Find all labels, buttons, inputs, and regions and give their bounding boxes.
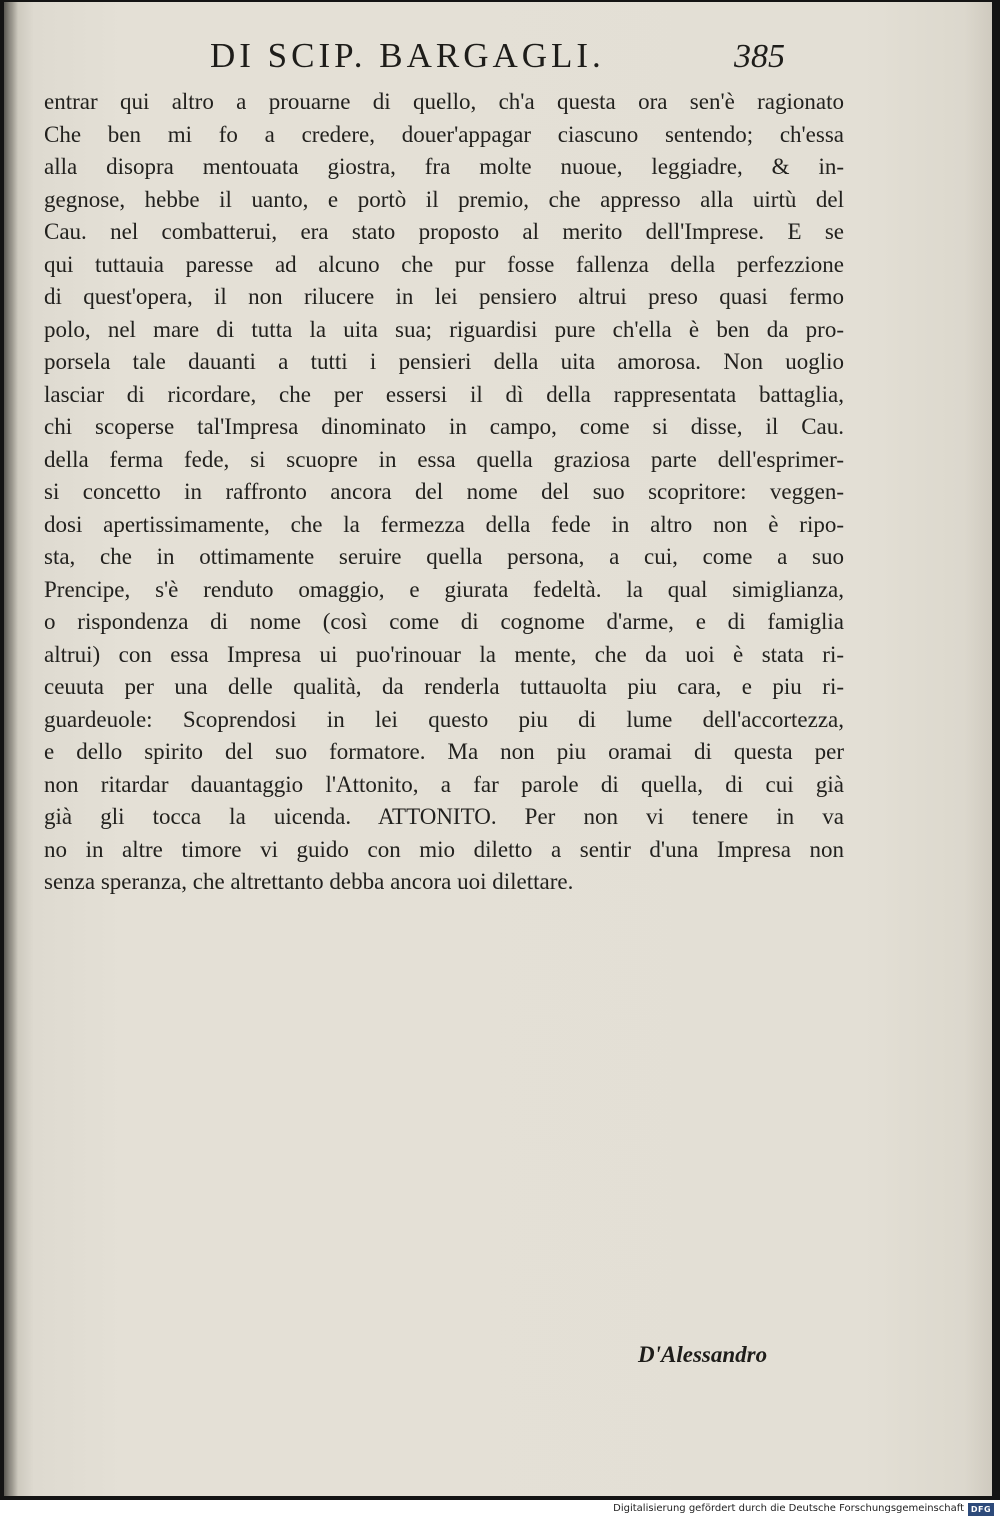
text-line: entrar qui altro a prouarne di quello, ch'a questa ora sen'è ragionato bbox=[44, 89, 844, 114]
running-head: DI SCIP. BARGAGLI. bbox=[210, 36, 605, 75]
dfg-logo-icon: DFG bbox=[968, 1503, 994, 1516]
text-line: alla disopra mentouata giostra, fra molte nuoue, leggiadre, & in- bbox=[44, 154, 844, 179]
text-line: gegnose, hebbe il uanto, e portò il premio, che appresso alla uirtù del bbox=[44, 186, 844, 212]
text-line: non ritardar dauantaggio l'Attonito, a far parole di quella, di cui già bbox=[44, 771, 844, 797]
text-line: Che ben mi fo a credere, douer'appagar ciascuno sentendo; ch'essa bbox=[44, 121, 844, 147]
text-line: della ferma fede, si scuopre in essa quella graziosa parte dell'esprimer- bbox=[44, 446, 844, 472]
catchword: D'Alessandro bbox=[638, 1342, 768, 1367]
body-text bbox=[44, 86, 844, 899]
text-line: già gli tocca la uicenda. ATTONITO. Per non vi tenere in va bbox=[44, 804, 844, 829]
text-line: ceuuta per una delle qualità, da renderla tuttauolta piu cara, e piu ri- bbox=[44, 674, 844, 699]
text-line: polo, nel mare di tutta la uita sua; riguardisi pure ch'ella è ben da pro- bbox=[44, 316, 844, 342]
text-line: Cau. nel combatterui, era stato proposto al merito dell'Imprese. E se bbox=[44, 219, 844, 244]
text-line: dosi apertissimamente, che la fermezza della fede in altro non è ripo- bbox=[44, 511, 844, 537]
funding-credit: Digitalisierung gefördert durch die Deutsche Forschungsgemeinschaft bbox=[613, 1503, 964, 1514]
credit-bar bbox=[0, 1500, 1000, 1520]
text-line: altrui) con essa Impresa ui puo'rinouar la mente, che da uoi è stata ri- bbox=[44, 641, 844, 667]
text-line: qui tuttauia paresse ad alcuno che pur fosse fallenza della perfezzione bbox=[44, 251, 844, 277]
page-number: 385 bbox=[734, 38, 785, 75]
text-line: porsela tale dauanti a tutti i pensieri della uita amorosa. Non uoglio bbox=[44, 349, 844, 374]
page-gutter-shadow bbox=[4, 2, 18, 1496]
text-line: guardeuole: Scoprendosi in lei questo piu di lume dell'accortezza, bbox=[44, 706, 844, 732]
text-line: Prencipe, s'è renduto omaggio, e giurata fedeltà. la qual simiglianza, bbox=[44, 576, 844, 602]
text-line: sta, che in ottimamente seruire quella persona, a cui, come a suo bbox=[44, 544, 844, 569]
text-line: senza speranza, che altrettanto debba ancora uoi dilettare. bbox=[44, 869, 574, 894]
text-line: e dello spirito del suo formatore. Ma non piu oramai di questa per bbox=[44, 739, 844, 764]
text-line: si concetto in raffronto ancora del nome del suo scopritore: veggen- bbox=[44, 479, 844, 504]
text-line: lasciar di ricordare, che per essersi il dì della rappresentata battaglia, bbox=[44, 381, 844, 407]
text-line: chi scoperse tal'Impresa dinominato in campo, come si disse, il Cau. bbox=[44, 414, 844, 439]
text-line: di quest'opera, il non rilucere in lei pensiero altrui preso quasi fermo bbox=[44, 284, 844, 309]
text-line: no in altre timore vi guido con mio diletto a sentir d'una Impresa non bbox=[44, 836, 844, 862]
text-line: o rispondenza di nome (così come di cognome d'arme, e di famiglia bbox=[44, 609, 844, 634]
